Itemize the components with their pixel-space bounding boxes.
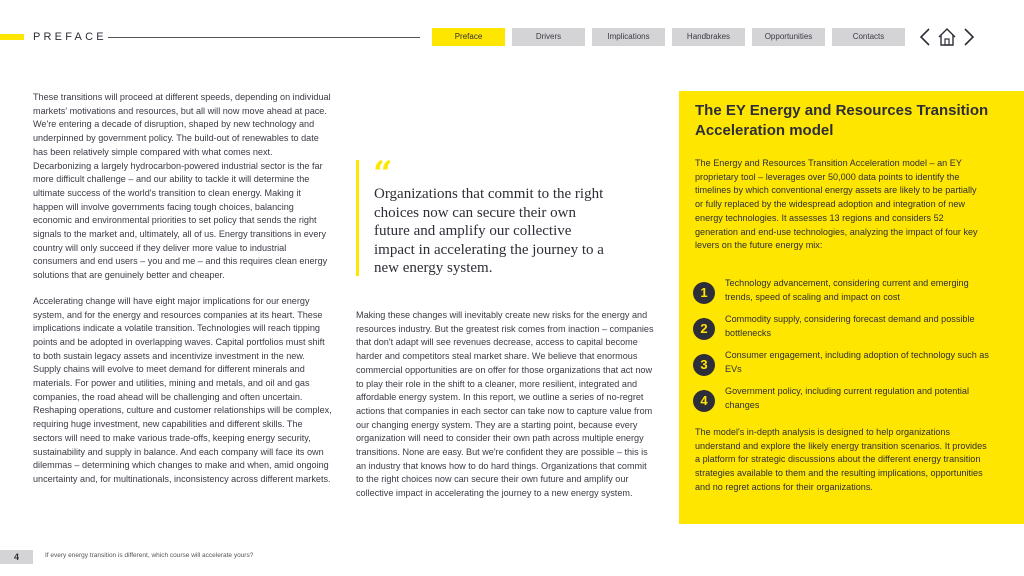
top-nav [432, 28, 905, 46]
lever-text: Consumer engagement, including adoption of technology such as EVs [725, 350, 989, 374]
lever-number-badge: 1 [693, 282, 715, 304]
quote-mark-icon: “ [373, 154, 393, 194]
list-item [693, 349, 1013, 385]
body-column-2 [356, 309, 656, 501]
header-accent-bar [0, 34, 24, 40]
lever-number-badge: 2 [693, 318, 715, 340]
list-item [693, 385, 1013, 421]
chevron-right-icon[interactable] [962, 26, 976, 53]
section-title: PREFACE [33, 31, 107, 43]
tab-drivers[interactable]: Drivers [512, 28, 585, 46]
quote-accent-bar [356, 160, 359, 276]
lever-number-badge: 3 [693, 354, 715, 376]
list-item [693, 277, 1013, 313]
lever-text: Technology advancement, considering current and emerging trends, speed of scaling and impact on cost [725, 278, 969, 302]
tab-opportunities[interactable]: Opportunities [752, 28, 825, 46]
header-rule [108, 37, 420, 38]
list-item [693, 313, 1013, 349]
footer-text: If every energy transition is different, which course will accelerate yours? [45, 552, 254, 559]
home-icon[interactable] [936, 26, 958, 53]
body-column-1 [33, 91, 333, 499]
page-number: 4 [0, 550, 33, 564]
pull-quote [356, 154, 606, 276]
body-paragraph: Accelerating change will have eight major implications for our energy system, and for the energy and resources companies at its heart. These implications indicate a volatile transition. Technologies will reach tipping points and be adopted in overlapping waves. Capital portfolios must shift to both sustain legacy assets and incentivize investment in the new. Supply chains will evolve to meet demand for different minerals and materials. For power and utilities, mining and metals, and oil and gas companies, the road ahead will be challenging and often uncertain. Reshaping operations, culture and customer relationships will be complex, requiring huge investment, new capabilities and different skills. The sectors will need to make various trade-offs, keeping energy security, sustainability and supply in balance. And each company will face its own dilemmas – determining which changes to make and when, amid ongoing uncertainty and, for multinationals, inconsistency across different markets. [33, 295, 332, 484]
body-paragraph: Making these changes will inevitably create new risks for the energy and resources industry. But the greatest risk comes from inaction – companies that don't adapt will see revenues decrease, access to capital become harder and competitors steal market share. We believe that enormous commercial opportunities are on offer for those organizations that act now to play their role in the shift to a cleaner, more resilient, integrated and affordable energy system. In this report, we outline a series of no-regret actions that companies in each sector can take now to capture value from our changing energy system. They are a starting point, because every organization will need to consider their own path across multiple energy transitions. None are easy. But we're confident they are possible – this is an industry that knows how to do hard things. Organizations that commit to the right choices now can secure their own future and amplify our collective impact in accelerating the journey to a new energy system. [356, 310, 654, 499]
panel-title: The EY Energy and Resources Transition Acceleration model [695, 102, 989, 139]
body-paragraph: These transitions will proceed at different speeds, depending on individual markets' motivations and resources, but all will now move ahead at pace. We're entering a decade of disruption, shaped by new technology and underpinned by government policy. The build-out of renewables to date has been relatively simple compared with what comes next. Decarbonizing a largely hydrocarbon-powered industrial sector is the far more difficult challenge – and our ability to tackle it will determine the ultimate success of the world's transition to clean energy. Making it happen will involve governments facing tough choices, balancing economic and environmental priorities to set policy that sends the right signals to the market and, ultimately, all of us. Energy transitions in every country will only succeed if they deliver more value to industrial consumers and end users – you and me – and this requires clean energy solutions that are genuinely better and cheaper. [33, 92, 331, 281]
lever-list [693, 277, 1013, 421]
chevron-left-icon[interactable] [918, 26, 932, 53]
model-sidebar-panel [679, 91, 1024, 524]
lever-number-badge: 4 [693, 390, 715, 412]
tab-implications[interactable]: Implications [592, 28, 665, 46]
tab-handbrakes[interactable]: Handbrakes [672, 28, 745, 46]
panel-intro: The Energy and Resources Transition Acceleration model – an EY proprietary tool – leverages over 50,000 data points to identify the timelines by which conventional energy assets are likely to be partially or fully replaced by the widespread adoption and integration of new energy technologies. It assesses 13 regions and considers 52 generation and end-use technologies, analyzing the impact of four key levers on the future energy mix: [695, 158, 978, 251]
lever-text: Commodity supply, considering forecast demand and possible bottlenecks [725, 314, 975, 338]
tab-preface[interactable]: Preface [432, 28, 505, 46]
panel-outro: The model's in-depth analysis is designed to help organizations understand and explore the likely energy transition scenarios. It provides a platform for strategic discussions about the different energy transition strategies available to them and the resulting implications, opportunities and no regret actions for their organizations. [695, 427, 987, 492]
nav-icons [918, 26, 976, 53]
quote-text: Organizations that commit to the right choices now can secure their own future and amplify our collective impact in accelerating the journey to a new energy system. [374, 186, 604, 276]
tab-contacts[interactable]: Contacts [832, 28, 905, 46]
lever-text: Government policy, including current regulation and potential changes [725, 386, 969, 410]
